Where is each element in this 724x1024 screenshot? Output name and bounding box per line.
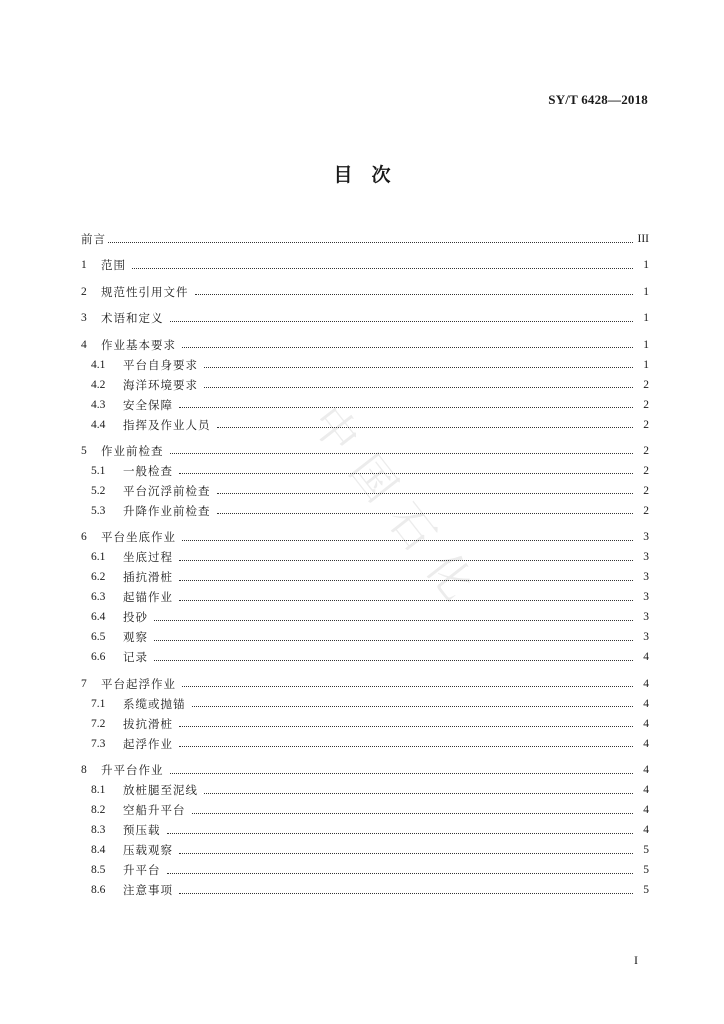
dot-leader xyxy=(154,619,633,621)
toc-entry[interactable] xyxy=(81,547,649,567)
toc-entry-page: 4 xyxy=(643,677,649,690)
dot-leader xyxy=(167,832,634,834)
watermark: 中国石化 xyxy=(301,396,495,624)
toc-entry-page: 2 xyxy=(643,378,649,391)
toc-entry-label: 升平台作业 xyxy=(101,763,164,778)
dot-leader xyxy=(195,293,634,295)
dot-leader xyxy=(192,812,634,814)
dot-leader xyxy=(170,320,634,322)
toc-entry[interactable] xyxy=(81,607,649,627)
dot-leader xyxy=(182,346,633,348)
toc-entry[interactable] xyxy=(81,461,649,481)
toc-entry-number: 1 xyxy=(81,259,87,272)
toc-entry-page: 3 xyxy=(643,531,649,544)
toc-entry-page: 1 xyxy=(643,358,649,371)
toc-entry-number: 6.6 xyxy=(91,651,106,664)
toc-entry-label: 平台自身要求 xyxy=(123,357,198,372)
toc-entry-number: 6.3 xyxy=(91,591,106,604)
dot-leader xyxy=(204,386,633,388)
toc-entry[interactable] xyxy=(81,375,649,395)
toc-entry[interactable] xyxy=(81,734,649,754)
toc-entry-label: 起浮作业 xyxy=(123,736,173,751)
toc-entry[interactable] xyxy=(81,627,649,647)
dot-leader xyxy=(179,852,633,854)
toc-entry-page: 4 xyxy=(643,824,649,837)
toc-entry-page: III xyxy=(637,233,649,245)
toc-entry-number: 6.2 xyxy=(91,571,106,584)
toc-entry-page: 4 xyxy=(643,784,649,797)
toc-entry-page: 5 xyxy=(643,864,649,877)
toc-entry-page: 4 xyxy=(643,804,649,817)
toc-entry-label: 坐底过程 xyxy=(123,550,173,565)
toc-entry[interactable] xyxy=(81,527,649,547)
table-of-contents xyxy=(81,229,649,900)
toc-entry-number: 8.4 xyxy=(91,844,106,857)
toc-entry-number: 6.4 xyxy=(91,611,106,624)
toc-entry-number: 4.4 xyxy=(91,418,106,431)
dot-leader xyxy=(217,492,634,494)
toc-entry-number: 4.1 xyxy=(91,358,106,371)
toc-entry-label: 预压载 xyxy=(123,823,161,838)
toc-entry-label: 观察 xyxy=(123,630,148,645)
toc-entry-page: 1 xyxy=(643,259,649,272)
toc-entry-page: 2 xyxy=(643,418,649,431)
toc-entry-number: 5 xyxy=(81,444,87,457)
toc-entry-page: 4 xyxy=(643,737,649,750)
toc-entry-label: 压载观察 xyxy=(123,843,173,858)
toc-entry-label: 平台沉浮前检查 xyxy=(123,483,211,498)
toc-entry[interactable] xyxy=(81,415,649,435)
toc-entry-number: 4.2 xyxy=(91,378,106,391)
toc-entry[interactable] xyxy=(81,760,649,780)
toc-entry[interactable] xyxy=(81,308,649,328)
toc-entry-label: 平台坐底作业 xyxy=(101,530,176,545)
dot-leader xyxy=(179,745,633,747)
toc-entry[interactable] xyxy=(81,255,649,275)
toc-entry-page: 3 xyxy=(643,631,649,644)
dot-leader xyxy=(204,792,633,794)
dot-leader xyxy=(108,241,633,243)
toc-entry[interactable] xyxy=(81,840,649,860)
toc-entry-number: 7.1 xyxy=(91,697,106,710)
dot-leader xyxy=(179,892,633,894)
dot-leader xyxy=(179,472,633,474)
toc-entry-label: 术语和定义 xyxy=(101,311,164,326)
toc-entry-page: 2 xyxy=(643,398,649,411)
toc-entry-number: 2 xyxy=(81,285,87,298)
dot-leader xyxy=(154,659,633,661)
toc-entry-label: 指挥及作业人员 xyxy=(123,417,211,432)
toc-entry[interactable] xyxy=(81,820,649,840)
toc-entry-page: 1 xyxy=(643,285,649,298)
toc-entry-label: 升平台 xyxy=(123,863,161,878)
toc-entry[interactable] xyxy=(81,441,649,461)
dot-leader xyxy=(170,772,634,774)
toc-entry-label: 放桩腿至泥线 xyxy=(123,783,198,798)
toc-entry[interactable] xyxy=(81,674,649,694)
dot-leader xyxy=(154,639,633,641)
toc-entry[interactable] xyxy=(81,282,649,302)
dot-leader xyxy=(179,725,633,727)
toc-entry[interactable] xyxy=(81,587,649,607)
dot-leader xyxy=(170,452,634,454)
toc-entry-page: 5 xyxy=(643,884,649,897)
toc-entry-number: 7.2 xyxy=(91,717,106,730)
toc-entry-label: 注意事项 xyxy=(123,883,173,898)
toc-entry[interactable] xyxy=(81,714,649,734)
dot-leader xyxy=(182,685,633,687)
toc-entry-number: 6 xyxy=(81,531,87,544)
toc-entry-label: 安全保障 xyxy=(123,397,173,412)
toc-entry-number: 8.2 xyxy=(91,804,106,817)
toc-entry-page: 4 xyxy=(643,764,649,777)
page-number: I xyxy=(634,953,638,967)
toc-entry[interactable] xyxy=(81,780,649,800)
toc-entry-number: 8 xyxy=(81,764,87,777)
dot-leader xyxy=(167,872,634,874)
toc-entry-number: 5.1 xyxy=(91,464,106,477)
toc-entry-number: 8.6 xyxy=(91,884,106,897)
toc-entry-label: 范围 xyxy=(101,258,126,273)
dot-leader xyxy=(132,267,633,269)
toc-entry-label: 起锚作业 xyxy=(123,590,173,605)
toc-entry-page: 2 xyxy=(643,444,649,457)
dot-leader xyxy=(179,406,633,408)
toc-entry[interactable] xyxy=(81,395,649,415)
toc-entry-page: 1 xyxy=(643,312,649,325)
page-title: 目 次 xyxy=(333,164,391,186)
toc-entry-label: 一般检查 xyxy=(123,463,173,478)
toc-entry-page: 2 xyxy=(643,504,649,517)
toc-entry-page: 1 xyxy=(643,338,649,351)
toc-entry-number: 3 xyxy=(81,312,87,325)
toc-entry[interactable] xyxy=(81,694,649,714)
dot-leader xyxy=(192,705,634,707)
toc-entry-number: 8.1 xyxy=(91,784,106,797)
toc-entry-page: 4 xyxy=(643,717,649,730)
toc-entry[interactable] xyxy=(81,880,649,900)
toc-entry-number: 5.3 xyxy=(91,504,106,517)
toc-entry-label: 前言 xyxy=(81,232,106,246)
toc-entry-label: 记录 xyxy=(123,650,148,665)
toc-entry-label: 平台起浮作业 xyxy=(101,676,176,691)
toc-entry[interactable] xyxy=(81,335,649,355)
toc-entry-label: 作业基本要求 xyxy=(101,337,176,352)
toc-entry-label: 海洋环境要求 xyxy=(123,377,198,392)
toc-entry[interactable] xyxy=(81,800,649,820)
toc-entry-number: 8.3 xyxy=(91,824,106,837)
toc-entry[interactable] xyxy=(81,567,649,587)
toc-entry[interactable] xyxy=(81,647,649,667)
toc-entry-number: 5.2 xyxy=(91,484,106,497)
toc-entry-label: 系缆或抛锚 xyxy=(123,696,186,711)
dot-leader xyxy=(182,539,633,541)
toc-entry-label: 插抗滑桩 xyxy=(123,570,173,585)
toc-entry-label: 空船升平台 xyxy=(123,803,186,818)
toc-entry[interactable] xyxy=(81,355,649,375)
toc-entry-number: 4.3 xyxy=(91,398,106,411)
dot-leader xyxy=(217,512,634,514)
toc-entry-label: 升降作业前检查 xyxy=(123,503,211,518)
toc-entry[interactable] xyxy=(81,481,649,501)
toc-entry-page: 5 xyxy=(643,844,649,857)
dot-leader xyxy=(179,579,633,581)
toc-entry-page: 3 xyxy=(643,591,649,604)
toc-entry-page: 3 xyxy=(643,571,649,584)
toc-entry-page: 3 xyxy=(643,611,649,624)
toc-entry[interactable] xyxy=(81,501,649,521)
toc-entry-number: 4 xyxy=(81,338,87,351)
standard-code: SY/T 6428—2018 xyxy=(548,92,648,107)
toc-entry-page: 2 xyxy=(643,464,649,477)
toc-entry-label: 作业前检查 xyxy=(101,443,164,458)
toc-entry-page: 2 xyxy=(643,484,649,497)
toc-entry-number: 6.1 xyxy=(91,551,106,564)
toc-entry-label: 投砂 xyxy=(123,610,148,625)
toc-entry-page: 4 xyxy=(643,697,649,710)
dot-leader xyxy=(179,559,633,561)
dot-leader xyxy=(204,366,633,368)
toc-entry[interactable] xyxy=(81,229,649,249)
toc-entry-page: 4 xyxy=(643,651,649,664)
toc-entry-page: 3 xyxy=(643,551,649,564)
toc-entry-number: 7 xyxy=(81,677,87,690)
dot-leader xyxy=(217,426,634,428)
toc-entry-label: 拔抗滑桩 xyxy=(123,716,173,731)
toc-entry[interactable] xyxy=(81,860,649,880)
toc-entry-label: 规范性引用文件 xyxy=(101,284,189,299)
toc-entry-number: 8.5 xyxy=(91,864,106,877)
toc-entry-number: 6.5 xyxy=(91,631,106,644)
dot-leader xyxy=(179,599,633,601)
toc-entry-number: 7.3 xyxy=(91,737,106,750)
